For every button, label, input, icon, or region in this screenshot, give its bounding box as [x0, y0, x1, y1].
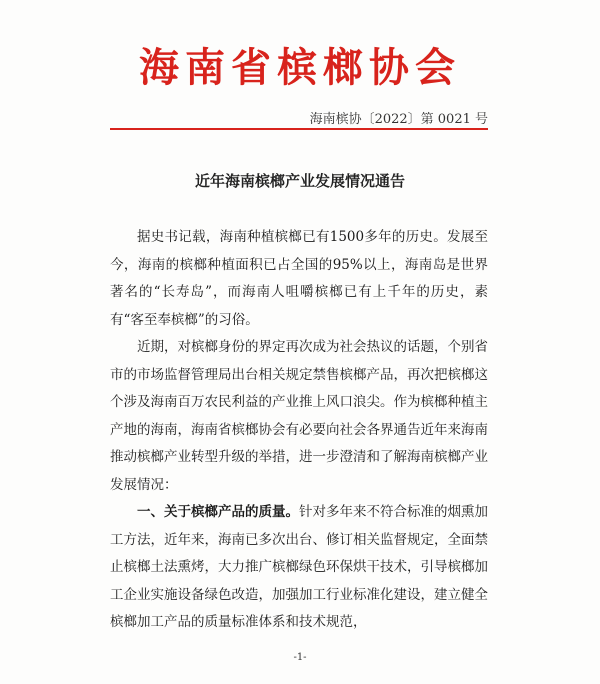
page-number: -1- [293, 652, 307, 663]
section-paragraph [110, 499, 488, 637]
document-body [110, 224, 488, 637]
paragraph: 近期，对槟榔身份的界定再次成为社会热议的话题，个别省市的市场监督管理局出台相关规定禁售槟榔产品，再次把槟榔这个涉及海南百万农民利益的产业推上风口浪尖。作为槟榔种植主产地的海南，海南省槟榔协会有必要向社会各界通告近年来海南推动槟榔产业转型升级的举措，进一步澄清和了解海南槟榔产业发展情况： [110, 339, 488, 493]
paragraph: 据史书记载，海南种植槟榔已有1500多年的历史。发展至今，海南的槟榔种植面积已占全国的95%以上，海南岛是世界著名的“长寿岛”，而海南人咀嚼槟榔已有上千年的历史，素有“客至奉槟榔”的习俗。 [110, 229, 488, 328]
document-number: 海南槟协〔2022〕第 0021 号 [309, 112, 488, 127]
section-heading: 一、关于槟榔产品的质量。 [137, 504, 299, 520]
document-title: 近年海南槟榔产业发展情况通告 [194, 172, 405, 190]
section-text: 针对多年来不符合标准的烟熏加工方法，近年来，海南已多次出台、修订相关监督规定，全面禁止槟榔土法熏烤，大力推广槟榔绿色环保烘干技术，引导槟榔加工企业实施设备绿色改造，加强加工行业标准化建设，建立健全槟榔加工产品的质量标准体系和技术规范， [110, 504, 488, 630]
letterhead-divider [110, 128, 488, 130]
letterhead-org-name: 海南省槟榔协会 [139, 44, 461, 91]
